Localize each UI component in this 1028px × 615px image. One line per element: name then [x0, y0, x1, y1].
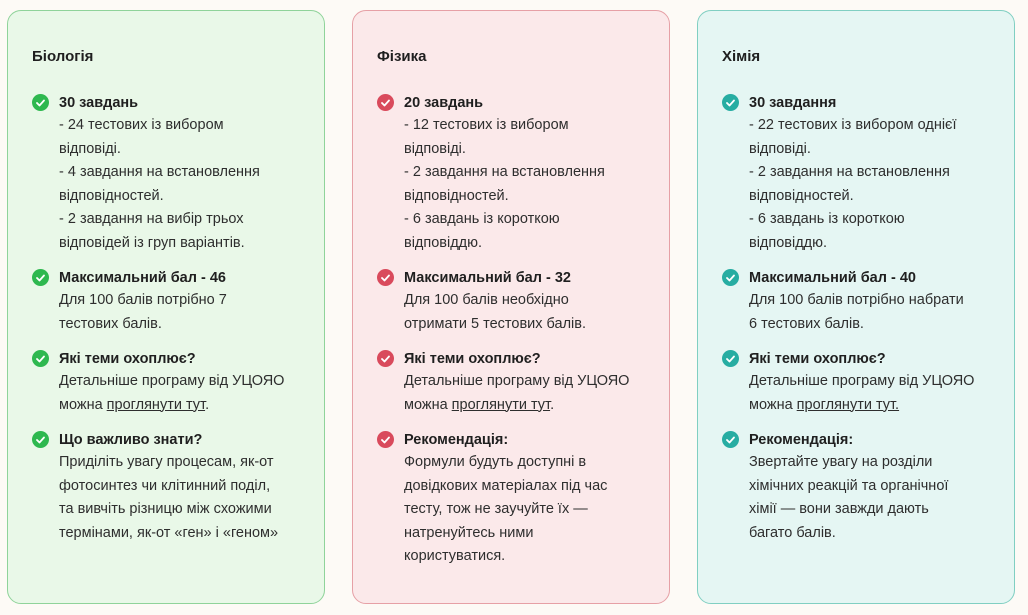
info-item-max-score [377, 268, 645, 336]
info-item-max-score [722, 268, 990, 336]
info-item-topics [377, 349, 645, 417]
check-circle-icon [722, 269, 739, 286]
item-text: отримати 5 тестових балів. [404, 315, 586, 332]
item-text-with-link [59, 394, 300, 418]
item-text: хімічних реакцій та органічної [749, 477, 949, 494]
check-circle-icon [377, 431, 394, 448]
item-text: довідкових матеріалах під час [404, 477, 608, 494]
item-text: відповіді. [404, 140, 466, 157]
item-text: відповіддю. [404, 234, 483, 251]
item-heading: Рекомендація: [749, 432, 854, 448]
item-text: відповідностей. [404, 187, 509, 204]
item-heading: Рекомендація: [404, 432, 509, 448]
item-text: відповіддю. [749, 234, 828, 251]
info-item-tasks [32, 93, 300, 255]
program-link[interactable]: проглянути тут. [796, 396, 900, 413]
item-text: - 22 тестових із вибором однієї [749, 117, 957, 133]
item-text: 6 тестових балів. [749, 315, 864, 332]
item-text: Детальніше програму від УЦОЯО [749, 373, 975, 389]
item-text: багато балів. [749, 524, 836, 541]
item-text: - 2 завдання на встановлення [404, 164, 605, 180]
item-text: Для 100 балів потрібно 7 [59, 292, 227, 308]
check-circle-icon [722, 350, 739, 367]
link-prefix: можна [404, 396, 452, 413]
item-text: відповіді. [59, 140, 121, 157]
item-heading: 30 завдань [59, 95, 139, 111]
item-heading: Що важливо знати? [59, 432, 203, 448]
item-text: користуватися. [404, 548, 506, 564]
item-heading: Максимальний бал - 40 [749, 270, 916, 286]
item-text: - 6 завдань із короткою [749, 211, 905, 227]
info-item-tasks [377, 93, 645, 255]
item-text: натренуйтесь ними [404, 524, 534, 541]
item-text: термінами, як-от «ген» і «геном» [59, 524, 279, 541]
check-circle-icon [722, 431, 739, 448]
item-text-with-link [749, 394, 990, 418]
item-text: тесту, тож не заучуйте їх — [404, 501, 588, 517]
link-suffix: . [205, 396, 210, 413]
item-text: Звертайте увагу на розділи [749, 454, 933, 470]
program-link[interactable]: проглянути тут [451, 396, 551, 413]
check-circle-icon [32, 94, 49, 111]
item-heading: 30 завдання [749, 95, 837, 111]
item-text: - 24 тестових із вибором [59, 117, 224, 133]
item-heading: Максимальний бал - 46 [59, 270, 226, 286]
item-text: - 6 завдань із короткою [404, 211, 560, 227]
card-title: Фізика [377, 48, 427, 65]
item-text: відповіді. [749, 140, 811, 157]
item-text: Приділіть увагу процесам, як-от [59, 454, 274, 470]
program-link[interactable]: проглянути тут [106, 396, 206, 413]
card-title: Хімія [722, 48, 761, 65]
check-circle-icon [377, 350, 394, 367]
item-text: - 4 завдання на встановлення [59, 164, 260, 180]
info-item-topics [32, 349, 300, 417]
card-biology [7, 10, 325, 604]
info-item-recommendation [377, 430, 645, 569]
link-prefix: можна [59, 396, 107, 413]
item-text: Формули будуть доступні в [404, 454, 587, 470]
item-text: відповідностей. [749, 187, 854, 204]
check-circle-icon [722, 94, 739, 111]
item-text: - 2 завдання на вибір трьох [59, 211, 244, 227]
item-text: відповідностей. [59, 187, 164, 204]
item-text-with-link [404, 394, 645, 418]
item-heading: 20 завдань [404, 95, 484, 111]
item-text: Для 100 балів потрібно набрати [749, 292, 964, 308]
item-text: тестових балів. [59, 315, 162, 332]
item-heading: Які теми охоплює? [749, 351, 886, 367]
card-physics [352, 10, 670, 604]
item-text: Детальніше програму від УЦОЯО [59, 373, 285, 389]
item-text: та вивчіть різницю між схожими [59, 501, 272, 517]
item-text: - 12 тестових із вибором [404, 117, 569, 133]
item-text: Для 100 балів необхідно [404, 292, 569, 308]
card-chemistry [697, 10, 1015, 604]
item-text: відповідей із груп варіантів. [59, 234, 245, 251]
check-circle-icon [377, 269, 394, 286]
item-text: - 2 завдання на встановлення [749, 164, 950, 180]
info-item-recommendation [722, 430, 990, 545]
check-circle-icon [32, 269, 49, 286]
info-item-tips [32, 430, 300, 545]
item-heading: Які теми охоплює? [404, 351, 541, 367]
info-item-max-score [32, 268, 300, 336]
check-circle-icon [377, 94, 394, 111]
item-heading: Максимальний бал - 32 [404, 270, 571, 286]
card-title: Біологія [32, 48, 94, 65]
item-text: Детальніше програму від УЦОЯО [404, 373, 630, 389]
item-text: хімії — вони завжди дають [749, 501, 929, 517]
check-circle-icon [32, 350, 49, 367]
info-item-tasks [722, 93, 990, 255]
link-prefix: можна [749, 396, 797, 413]
item-heading: Які теми охоплює? [59, 351, 196, 367]
info-item-topics [722, 349, 990, 417]
check-circle-icon [32, 431, 49, 448]
item-text: фотосинтез чи клітинний поділ, [59, 477, 271, 494]
link-suffix: . [550, 396, 555, 413]
